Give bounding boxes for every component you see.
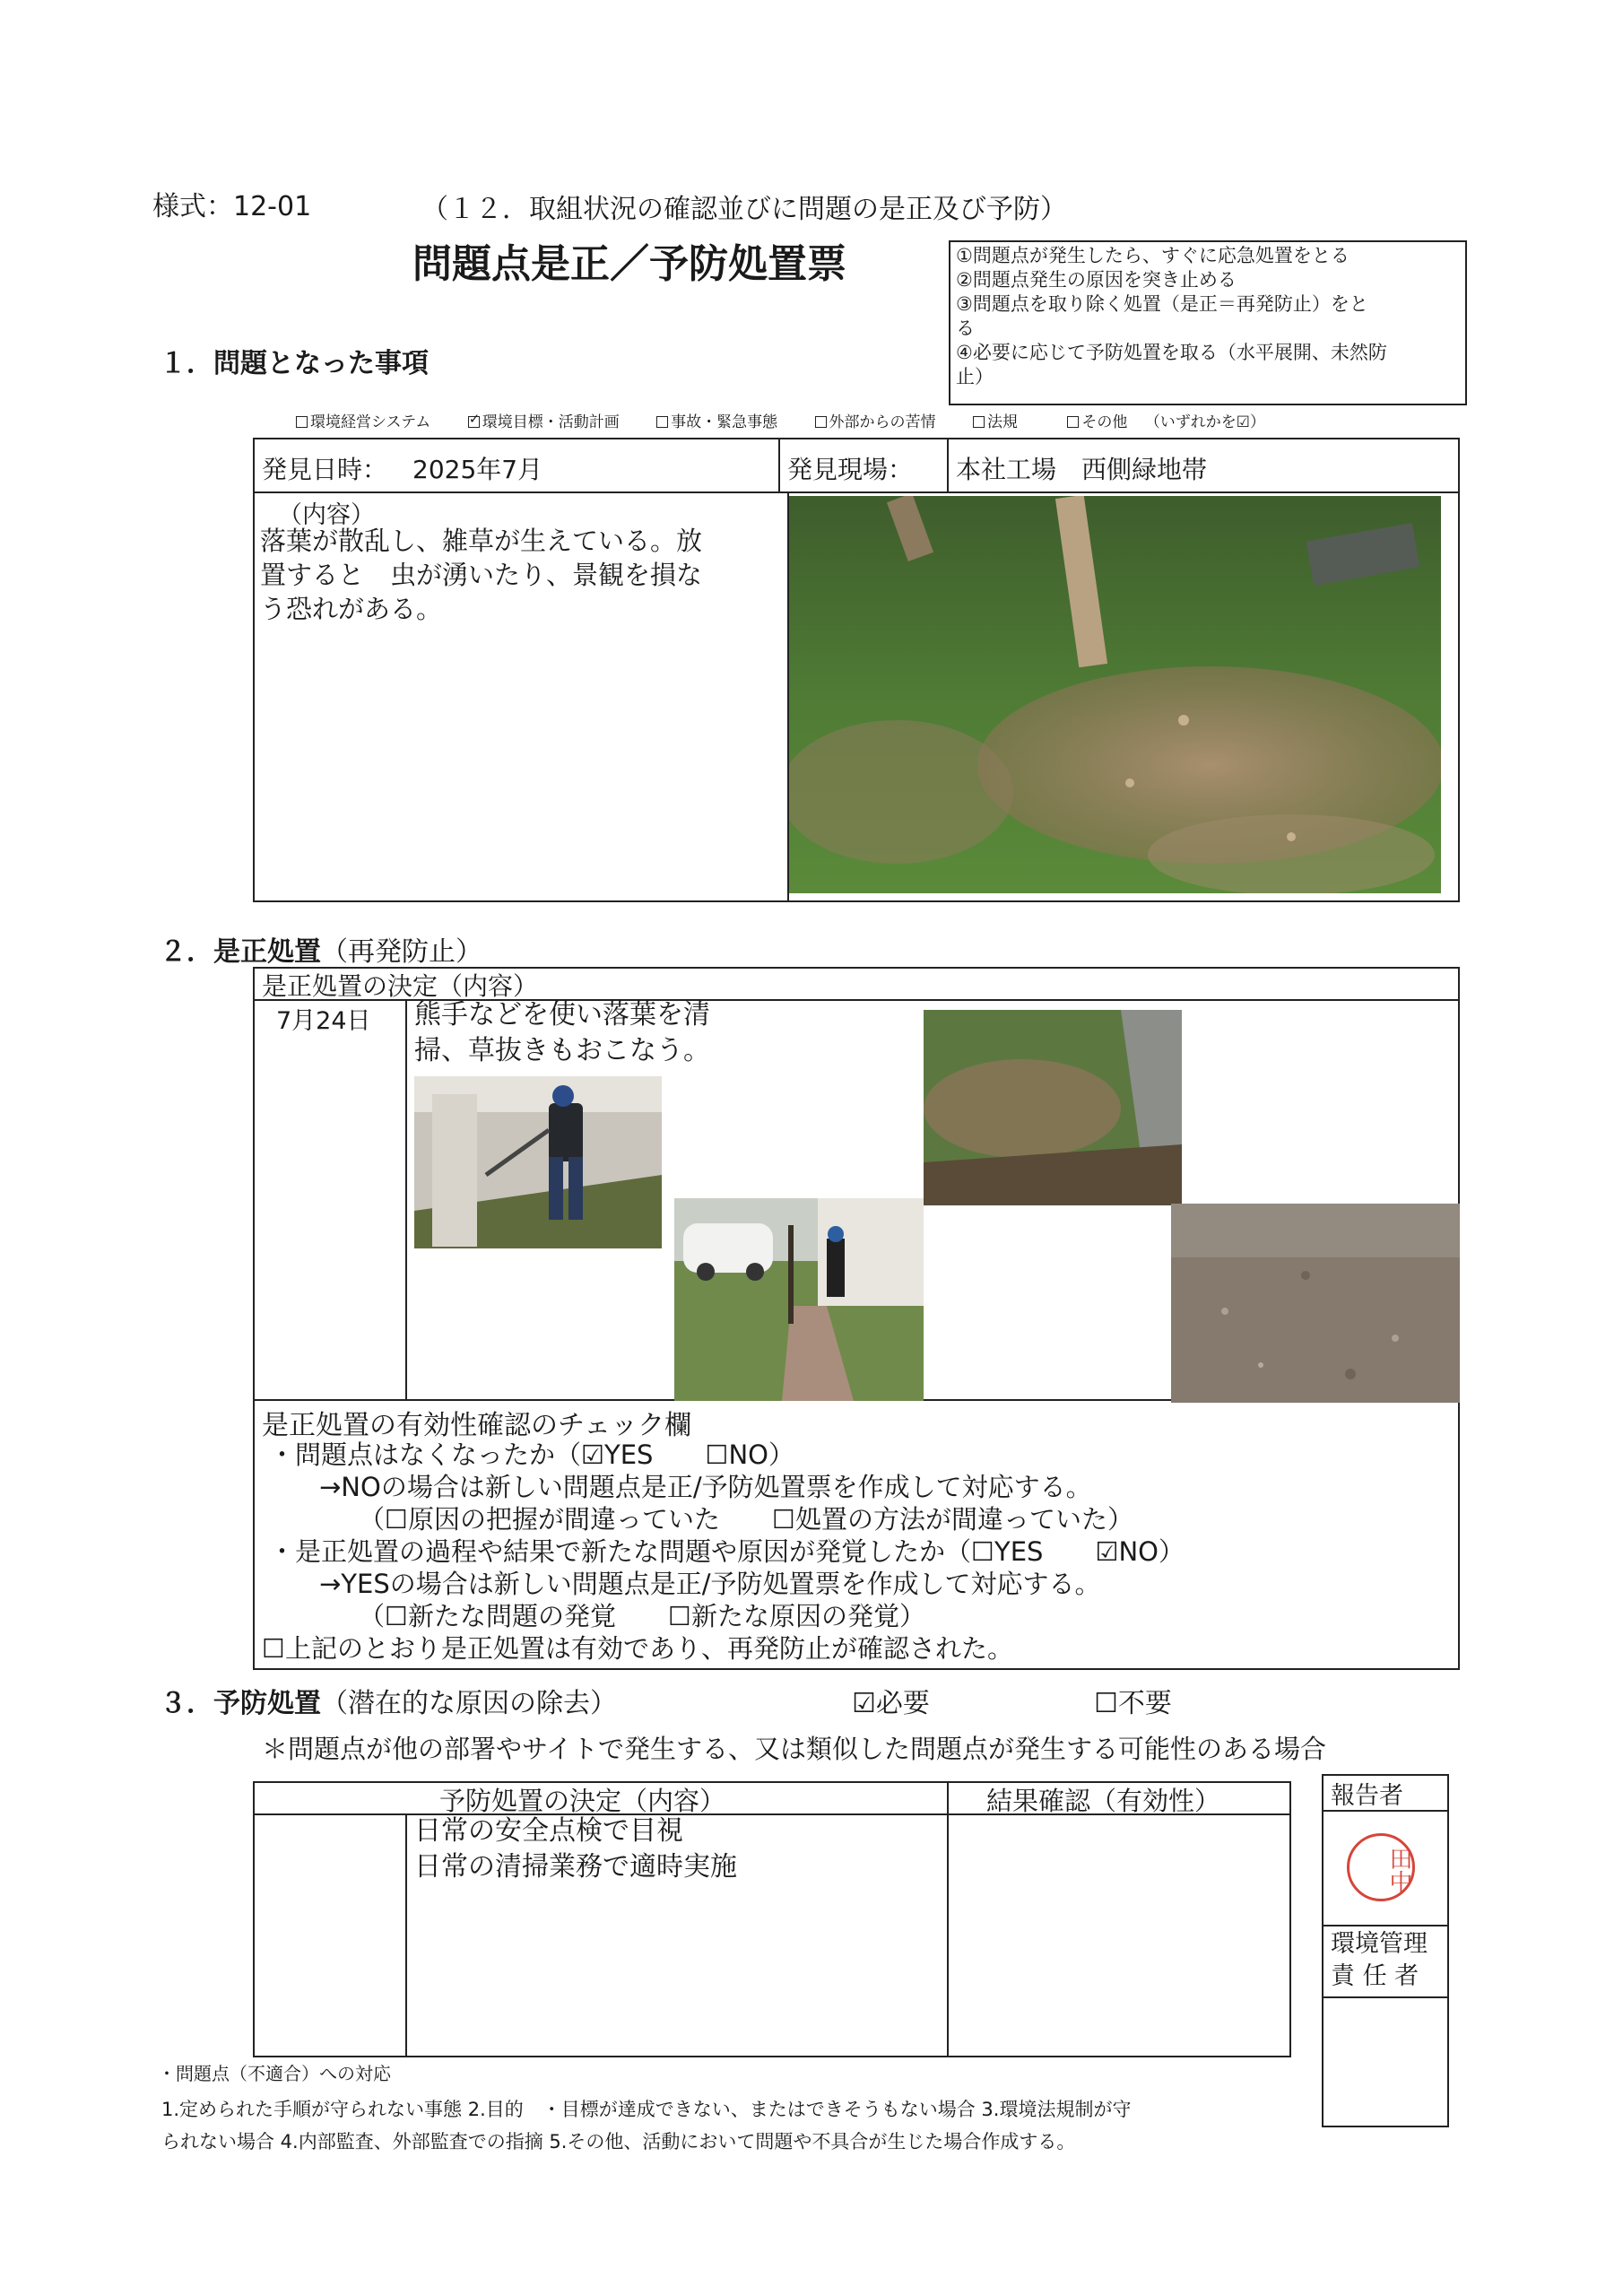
prevention-description	[414, 1813, 737, 1885]
section1-heading: １．問題となった事項	[160, 348, 429, 379]
check-line: （☐新たな問題の発覚 ☐新たな原因の発覚）	[359, 1601, 925, 1631]
manager-label-line: 責 任 者	[1331, 1962, 1419, 1990]
content-label: （内容）	[278, 501, 375, 529]
category-item[interactable]	[656, 413, 777, 431]
description-line: う恐れがある。	[260, 594, 443, 624]
guidance-line: 止）	[956, 366, 994, 387]
manager-label-line: 環境管理	[1331, 1930, 1428, 1958]
prevention-table	[253, 1781, 1291, 2057]
worker-car-photo	[674, 1198, 924, 1401]
found-date-label: 発見日時：	[262, 455, 388, 484]
category-label: 法規	[986, 413, 1018, 431]
check-line: ☐上記のとおり是正処置は有効であり、再発防止が確認された。	[262, 1633, 1013, 1664]
correction-description	[414, 997, 710, 1069]
cleared-soil-photo	[1171, 1204, 1460, 1403]
check-line: （☐原因の把握が間違っていた ☐処置の方法が間違っていた）	[359, 1504, 1133, 1535]
checkbox-icon	[656, 416, 668, 428]
guidance-line: ①問題点が発生したら、すぐに応急処置をとる	[956, 245, 1350, 266]
footer-line: 1.定められた手順が守られない事態 2.目的 ・目標が達成できない、またはできそうもない場合 3.環境法規制が守	[161, 2099, 1132, 2120]
check-line: →YESの場合は新しい問題点是正/予防処置票を作成して対応する。	[319, 1569, 1101, 1599]
result-check-label: 結果確認（有効性）	[986, 1786, 1221, 1816]
check-line: ・問題点はなくなったか（☑YES ☐NO）	[269, 1439, 794, 1470]
guidance-line: る	[956, 317, 975, 339]
category-item[interactable]	[973, 413, 1018, 431]
description-line: 落葉が散乱し、雑草が生えている。放	[260, 526, 703, 556]
footer-line: られない場合 4.内部監査、外部監査での指摘 5.その他、活動において問題や不具合が生じた場合作成する。	[161, 2131, 1076, 2152]
checkbox-icon	[296, 416, 308, 428]
category-item[interactable]	[815, 413, 936, 431]
section3-heading	[160, 1681, 617, 1720]
guidance-line: ④必要に応じて予防処置を取る（水平展開、未然防	[956, 342, 1387, 363]
action-date: 7月24日	[276, 1007, 371, 1035]
category-label: その他	[1081, 413, 1128, 431]
prevention-decision-label: 予防処置の決定（内容）	[439, 1786, 726, 1816]
checkbox-icon	[973, 416, 985, 428]
not-required-option[interactable]: ☐不要	[1094, 1688, 1172, 1719]
description-line: 熊手などを使い落葉を清	[414, 999, 710, 1031]
section3-heading-sub: （潜在的な原因の除去）	[321, 1688, 617, 1719]
category-note: （いずれかを☑）	[1144, 413, 1265, 431]
reporter-label: 報告者	[1331, 1782, 1403, 1810]
category-item[interactable]	[296, 413, 430, 431]
clause-reference: （１２．取組状況の確認並びに問題の是正及び予防）	[421, 194, 1067, 225]
seal-stamp-icon	[1347, 1833, 1415, 1901]
check-line: →NOの場合は新しい問題点是正/予防処置票を作成して対応する。	[319, 1472, 1092, 1502]
leaves-path-photo	[924, 1010, 1182, 1205]
worker-raking-photo	[414, 1076, 662, 1248]
description-line: 掃、草抜きもおこなう。	[414, 1035, 710, 1066]
check-line: ・是正処置の過程や結果で新たな問題や原因が発覚したか（☐YES ☑NO）	[269, 1536, 1185, 1567]
guidance-box	[949, 240, 1467, 405]
fallen-leaves-photo	[789, 496, 1441, 893]
checkbox-icon	[1067, 416, 1079, 428]
prevention-note: ＊問題点が他の部署やサイトで発生する、又は類似した問題点が発生する可能性のある場合	[262, 1734, 1326, 1764]
problem-description	[260, 524, 702, 626]
section2-heading-sub: （再発防止）	[321, 936, 482, 968]
description-line: 日常の安全点検で目視	[414, 1815, 683, 1847]
guidance-list	[956, 244, 1387, 389]
form-number: 様式：12-01	[152, 191, 312, 222]
category-item[interactable]	[468, 413, 620, 431]
found-place-label: 発見現場：	[787, 455, 914, 484]
page-title: 問題点是正／予防処置票	[412, 241, 846, 287]
manager-label	[1331, 1928, 1428, 1993]
category-checklist	[296, 409, 1265, 431]
decision-label: 是正処置の決定（内容）	[262, 971, 539, 1001]
category-label: 外部からの苦情	[829, 413, 936, 431]
guidance-line: ②問題点発生の原因を突き止める	[956, 269, 1237, 291]
effectiveness-check-title: 是正処置の有効性確認のチェック欄	[262, 1410, 692, 1441]
category-item[interactable]	[1067, 413, 1127, 431]
category-label: 環境目標・活動計画	[482, 413, 620, 431]
section2-heading	[160, 929, 482, 969]
checkbox-icon	[468, 416, 480, 428]
section2-heading-text: ２．是正処置	[160, 936, 321, 968]
category-label: 事故・緊急事態	[671, 413, 778, 431]
description-line: 置すると 虫が湧いたり、景観を損な	[260, 560, 703, 590]
checkbox-icon	[815, 416, 827, 428]
stamp-text: 田中	[1385, 1847, 1412, 1893]
footer-title: ・問題点（不適合）への対応	[158, 2063, 391, 2084]
required-option[interactable]: ☑必要	[852, 1688, 930, 1719]
found-date: 2025年7月	[412, 455, 543, 484]
found-place: 本社工場 西側緑地帯	[956, 455, 1208, 484]
category-label: 環境経営システム	[310, 413, 431, 431]
section3-heading-text: ３．予防処置	[160, 1688, 321, 1719]
description-line: 日常の清掃業務で適時実施	[414, 1851, 737, 1883]
guidance-line: ③問題点を取り除く処置（是正＝再発防止）をと	[956, 293, 1368, 315]
